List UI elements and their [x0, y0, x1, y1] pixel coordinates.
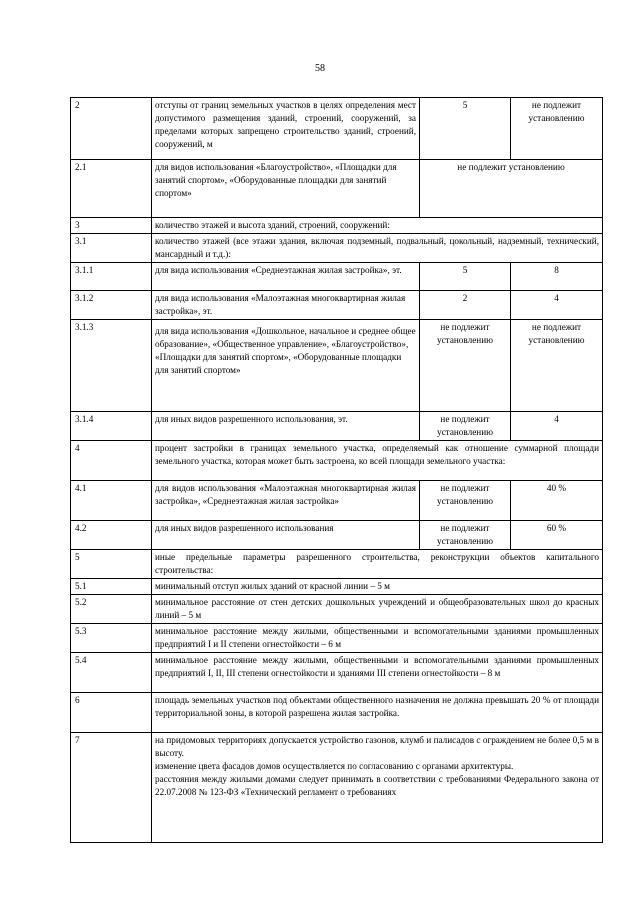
row-number: 3 [71, 218, 152, 234]
row-value-1: 5 [420, 263, 511, 291]
row-text: для вида использования «Малоэтажная многоквартирная жилая застройка», эт. [152, 291, 420, 320]
row-text: для вида использования «Среднеэтажная жилая застройка», эт. [152, 263, 420, 291]
row-number: 4.2 [71, 521, 152, 550]
row-number: 4.1 [71, 481, 152, 521]
row-number: 5 [71, 550, 152, 579]
row-number: 3.1 [71, 234, 152, 263]
table-row [71, 291, 603, 320]
row-value-2: 4 [511, 291, 603, 320]
table-row [71, 521, 603, 550]
row-text: иные предельные параметры разрешенного строительства, реконструкции объектов капитального строительства: [152, 550, 603, 579]
row-text: площадь земельных участков под объектами общественного назначения не должна превышать 20 % от площади территориальной зоны, в которой разрешена жилая застройка. [152, 693, 603, 733]
paragraph: на придомовых территориях допускается устройство газонов, клумб и палисадов с ограждением не более 0,5 м в высоту. [155, 735, 599, 758]
table-row [71, 234, 603, 263]
paragraph: расстояния между жилыми домами следует принимать в соответствии с требованиями Федерального закона от 22.07.2008 № 123-ФЗ «Технический регламент о требованиях [155, 774, 599, 797]
row-text: минимальное расстояние от стен детских дошкольных учреждений и общеобразовательных школ до красных линий – 5 м [152, 595, 603, 624]
paragraph: изменение цвета фасадов домов осуществляется по согласованию с органами архитектуры. [155, 761, 514, 771]
parameters-table [70, 97, 603, 843]
table-row [71, 218, 603, 234]
row-text: для вида использования «Дошкольное, начальное и среднее общее образование», «Общественное управление», «Благоустройство», «Площадки для занятий спортом», «Оборудованные площадки для занятий спортом» [152, 320, 420, 412]
row-value-1: не подлежит установлению [420, 521, 511, 550]
table-row [71, 733, 603, 843]
row-value-2: 8 [511, 263, 603, 291]
row-value-1: 5 [420, 98, 511, 160]
row-value-2: не подлежит установлению [511, 98, 603, 160]
table-row [71, 160, 603, 218]
row-number: 2 [71, 98, 152, 160]
row-number: 7 [71, 733, 152, 843]
row-text: минимальный отступ жилых зданий от красной линии – 5 м [152, 579, 603, 595]
row-text: количество этажей (все этажи здания, включая подземный, подвальный, цокольный, надземный, технический, мансардный и т.д.): [152, 234, 603, 263]
row-number: 3.1.3 [71, 320, 152, 412]
row-number: 5.2 [71, 595, 152, 624]
row-text: минимальное расстояние между жилыми, общественными и вспомогательными зданиями промышленных предприятий I и II степени огнестойкости – 6 м [152, 624, 603, 653]
row-value-2: 40 % [511, 481, 603, 521]
row-text: минимальное расстояние между жилыми, общественными и вспомогательными зданиями промышленных предприятий I, II, III степени огнестойкости и зданиями III степени огнестойкости – 8 м [152, 653, 603, 693]
row-value-1: не подлежит установлению [420, 320, 511, 412]
row-text: для иных видов разрешенного использования [152, 521, 420, 550]
table-row [71, 624, 603, 653]
row-value-1: 2 [420, 291, 511, 320]
row-value-2: 60 % [511, 521, 603, 550]
table-row [71, 653, 603, 693]
row-text: для видов использования «Благоустройство», «Площадки для занятий спортом», «Оборудованные площадки для занятий спортом» [152, 160, 420, 218]
row-text: отступы от границ земельных участков в целях определения мест допустимого размещения зданий, строений, сооружений, за пределами которых запрещено строительство зданий, строений, сооружений, м [152, 98, 420, 160]
table-row [71, 550, 603, 579]
row-number: 3.1.1 [71, 263, 152, 291]
row-number: 5.4 [71, 653, 152, 693]
page-number: 58 [315, 63, 325, 74]
row-number: 5.3 [71, 624, 152, 653]
table-row [71, 481, 603, 521]
table-row [71, 441, 603, 481]
row-number: 2.1 [71, 160, 152, 218]
row-value-2: 4 [511, 412, 603, 441]
row-text: для видов использования «Малоэтажная многоквартирная жилая застройка», «Среднеэтажная жилая застройка» [152, 481, 420, 521]
row-value-2: не подлежит установлению [511, 320, 603, 412]
row-merged-value: не подлежит установлению [420, 160, 603, 218]
row-number: 3.1.2 [71, 291, 152, 320]
table-row [71, 263, 603, 291]
row-number: 3.1.4 [71, 412, 152, 441]
row-number: 6 [71, 693, 152, 733]
row-text: количество этажей и высота зданий, строений, сооружений: [152, 218, 603, 234]
table-row [71, 320, 603, 412]
table-row [71, 579, 603, 595]
row-text [152, 733, 603, 843]
row-value-1: не подлежит установлению [420, 481, 511, 521]
row-number: 4 [71, 441, 152, 481]
table-row [71, 693, 603, 733]
table-row [71, 412, 603, 441]
table-row [71, 595, 603, 624]
table-row [71, 98, 603, 160]
row-value-1: не подлежит установлению [420, 412, 511, 441]
row-text: для иных видов разрешенного использования, эт. [152, 412, 420, 441]
row-text: процент застройки в границах земельного участка, определяемый как отношение суммарной площади земельного участка, которая может быть застроена, ко всей площади земельного участка: [152, 441, 603, 481]
row-number: 5.1 [71, 579, 152, 595]
